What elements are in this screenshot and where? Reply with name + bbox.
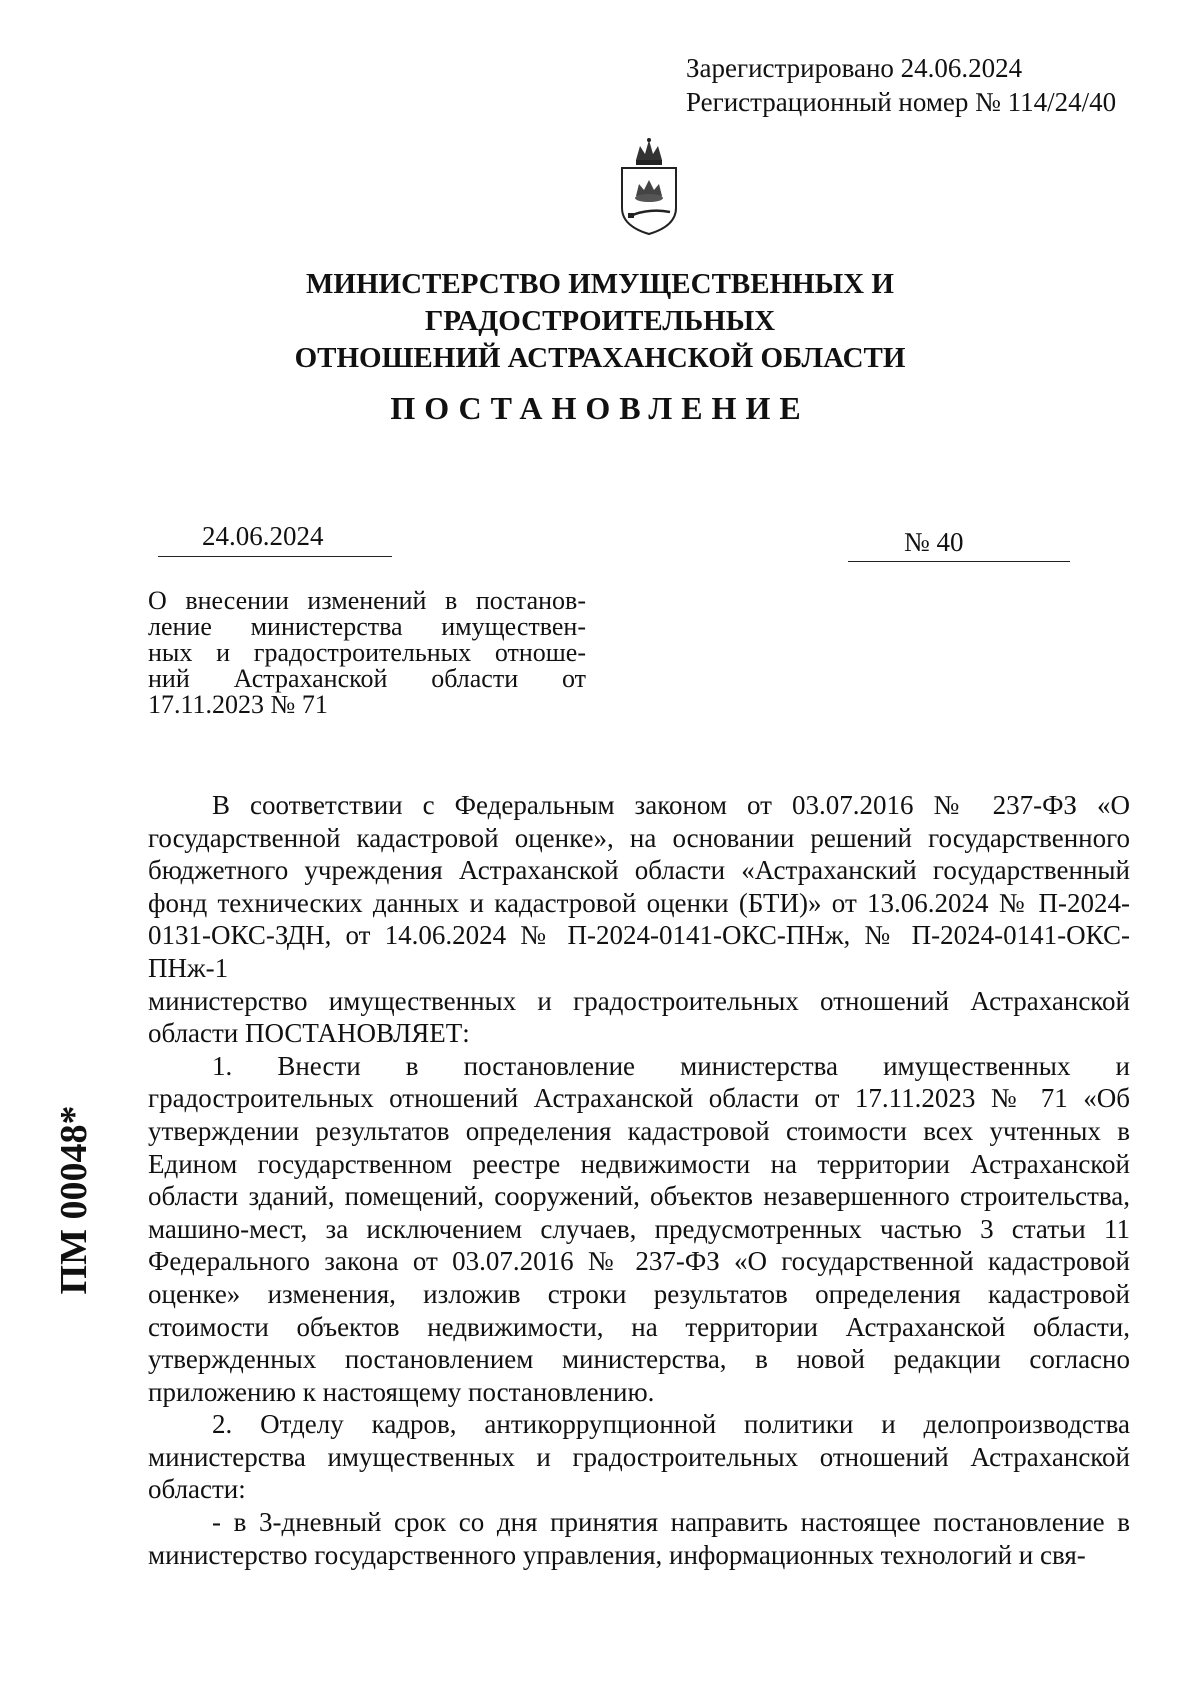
- document-number: № 40: [904, 527, 964, 557]
- preamble-paragraph: В соответствии с Федеральным законом от 03.07.2016 № 237-ФЗ «О государственной кадастровой оценке», на основании решений государственного бюджетного учреждения Астраханской области «Астраханский государственный фонд технических данных и кадастровой оценки (БТИ)» от 13.06.2024 № П-2024-0131-ОКС-ЗДН, от 14.06.2024 № П-2024-0141-ОКС-ПНж, № П-2024-0141-ОКС-ПНж-1: [148, 790, 1130, 983]
- document-body: [148, 789, 1130, 1571]
- subject-line: О внесении изменений в постанов-: [148, 586, 586, 615]
- item-2-paragraph: 2. Отделу кадров, антикоррупционной политики и делопроизводства министерства имущественных и градостроительных отношений Астраханской области:: [148, 1409, 1130, 1505]
- date-underline: [158, 556, 392, 557]
- document-subject: [148, 588, 586, 718]
- registration-number: Регистрационный номер № 114/24/40: [686, 87, 1117, 117]
- subject-line: ных и градостроительных отноше-: [148, 638, 586, 667]
- number-underline: [848, 561, 1070, 562]
- decree-paragraph: министерство имущественных и градостроительных отношений Астраханской области ПОСТАНОВЛЯЕТ:: [148, 985, 1130, 1049]
- ministry-name: [150, 266, 1050, 377]
- side-stamp-text: ПМ 00048*: [53, 1105, 95, 1295]
- ministry-name-line1: МИНИСТЕРСТВО ИМУЩЕСТВЕННЫХ И ГРАДОСТРОИТЕЛЬНЫХ: [306, 268, 894, 337]
- item-2-sub-1-paragraph: - в 3-дневный срок со дня принятия направить настоящее постановление в министерство государственного управления, информационных технологий и свя-: [148, 1507, 1130, 1570]
- coat-of-arms-icon: [614, 138, 684, 240]
- document-date: 24.06.2024: [202, 521, 324, 551]
- subject-line: 17.11.2023 № 71: [148, 690, 328, 719]
- subject-line: ний Астраханской области от: [148, 664, 586, 693]
- side-stamp: [44, 1000, 104, 1400]
- ministry-name-line2: ОТНОШЕНИЙ АСТРАХАНСКОЙ ОБЛАСТИ: [294, 342, 906, 374]
- registration-date: Зарегистрировано 24.06.2024: [686, 53, 1023, 83]
- item-1-paragraph: 1. Внести в постановление министерства имущественных и градостроительных отношений Астраханской области от 17.11.2023 № 71 «Об утверждении результатов определения кадастровой стоимости всех учтенных в Едином государственном реестре недвижимости на территории Астраханской области зданий, помещений, сооружений, объектов незавершенного строительства, машино-мест, за исключением случаев, предусмотренных частью 3 статьи 11 Федерального закона от 03.07.2016 № 237-ФЗ «О государственной кадастровой оценке» изменения, изложив строки результатов определения кадастровой стоимости объектов недвижимости, на территории Астраханской области, утвержденных постановлением министерства, в новой редакции согласно приложению к настоящему постановлению.: [148, 1050, 1130, 1407]
- document-type: ПОСТАНОВЛЕНИЕ: [390, 390, 810, 426]
- subject-line: ление министерства имуществен-: [148, 612, 586, 641]
